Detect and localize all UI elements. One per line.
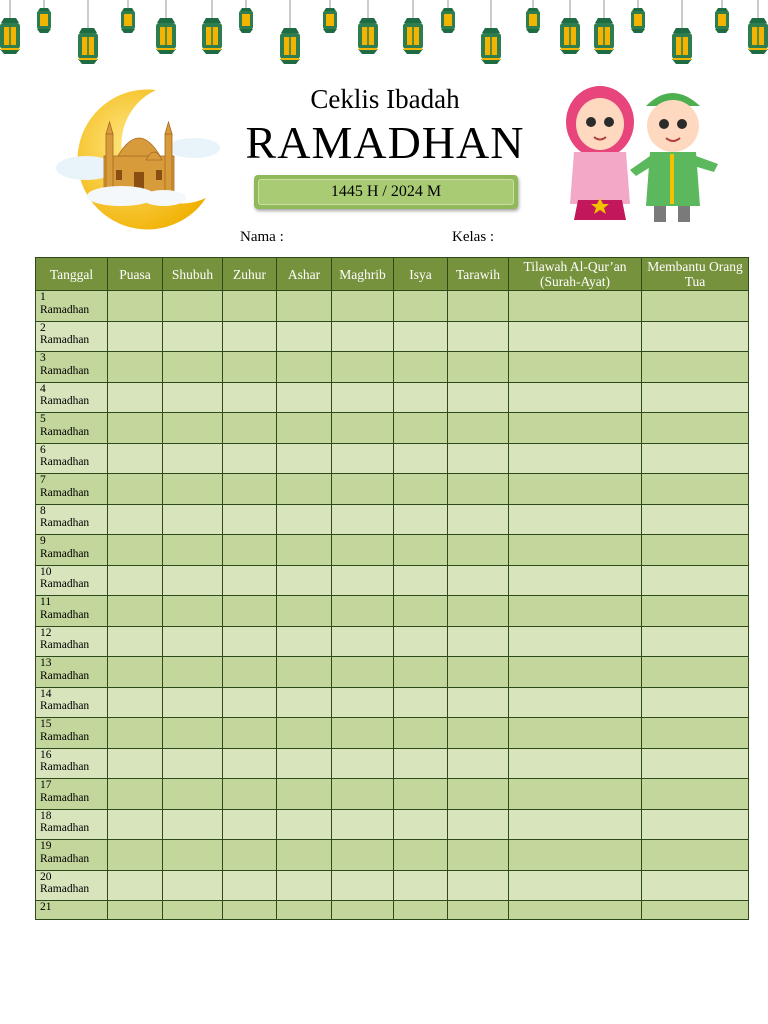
- checkbox-cell[interactable]: [332, 443, 394, 474]
- muslim-kids-illustration: [560, 82, 730, 230]
- checkbox-cell[interactable]: [394, 565, 448, 596]
- date-month: Ramadhan: [40, 456, 90, 468]
- checkbox-cell[interactable]: [332, 870, 394, 901]
- checkbox-cell[interactable]: [332, 352, 394, 383]
- column-header: Tanggal: [36, 258, 108, 291]
- checkbox-cell[interactable]: [108, 352, 163, 383]
- checkbox-cell[interactable]: [394, 809, 448, 840]
- table-row: [36, 504, 749, 535]
- checkbox-cell[interactable]: [163, 504, 223, 535]
- table-row: [36, 748, 749, 779]
- date-day: 7: [40, 474, 46, 486]
- checkbox-cell[interactable]: [163, 443, 223, 474]
- checkbox-cell[interactable]: [509, 901, 642, 920]
- date-month: Ramadhan: [40, 730, 90, 743]
- date-month: Ramadhan: [40, 334, 90, 346]
- date-day: 2: [40, 321, 46, 334]
- checkbox-cell[interactable]: [277, 626, 332, 657]
- checkbox-cell[interactable]: [277, 352, 332, 383]
- table-header-row: [36, 258, 749, 291]
- date-day: 21: [40, 901, 52, 913]
- checkbox-cell[interactable]: [448, 382, 509, 413]
- checkbox-cell[interactable]: [277, 596, 332, 627]
- checkbox-cell[interactable]: [642, 382, 749, 413]
- checkbox-cell[interactable]: [448, 657, 509, 688]
- date-month: Ramadhan: [40, 639, 90, 651]
- table-row: [36, 352, 749, 383]
- checkbox-cell[interactable]: [163, 840, 223, 871]
- checkbox-cell[interactable]: [108, 687, 163, 718]
- column-header: Membantu Orang Tua: [642, 258, 749, 291]
- checkbox-cell[interactable]: [332, 840, 394, 871]
- checkbox-cell[interactable]: [509, 321, 642, 352]
- table-row: [36, 596, 749, 627]
- checkbox-cell[interactable]: [163, 565, 223, 596]
- checkbox-cell[interactable]: [108, 779, 163, 810]
- checkbox-cell[interactable]: [163, 474, 223, 505]
- date-month: Ramadhan: [40, 852, 90, 865]
- table-row: [36, 321, 749, 352]
- checkbox-cell[interactable]: [332, 474, 394, 505]
- date-month: Ramadhan: [40, 608, 90, 621]
- checkbox-cell[interactable]: [332, 901, 394, 920]
- checkbox-cell[interactable]: [509, 352, 642, 383]
- date-day: 4: [40, 382, 46, 395]
- checkbox-cell[interactable]: [642, 748, 749, 779]
- checkbox-cell[interactable]: [223, 809, 277, 840]
- date-month: Ramadhan: [40, 822, 90, 834]
- checkbox-cell[interactable]: [394, 657, 448, 688]
- checkbox-cell[interactable]: [108, 626, 163, 657]
- date-day: 10: [40, 565, 52, 578]
- checkbox-cell[interactable]: [163, 687, 223, 718]
- table-row: [36, 443, 749, 474]
- checkbox-cell[interactable]: [108, 382, 163, 413]
- checkbox-cell[interactable]: [394, 596, 448, 627]
- checkbox-cell[interactable]: [108, 901, 163, 920]
- checkbox-cell[interactable]: [509, 657, 642, 688]
- checkbox-cell[interactable]: [448, 870, 509, 901]
- column-header: Isya: [394, 258, 448, 291]
- checkbox-cell[interactable]: [277, 718, 332, 749]
- checkbox-cell[interactable]: [223, 657, 277, 688]
- date-month: Ramadhan: [40, 486, 90, 499]
- checkbox-cell[interactable]: [277, 504, 332, 535]
- checkbox-cell[interactable]: [448, 443, 509, 474]
- checkbox-cell[interactable]: [448, 413, 509, 444]
- table-row: [36, 291, 749, 322]
- checkbox-cell[interactable]: [332, 779, 394, 810]
- checkbox-cell[interactable]: [509, 565, 642, 596]
- date-month: Ramadhan: [40, 395, 90, 407]
- checkbox-cell[interactable]: [642, 443, 749, 474]
- date-day: 16: [40, 748, 52, 761]
- checkbox-cell[interactable]: [448, 565, 509, 596]
- table-row: [36, 809, 749, 840]
- checkbox-cell[interactable]: [332, 321, 394, 352]
- table-row: [36, 413, 749, 444]
- year-badge: [254, 175, 518, 209]
- checkbox-cell[interactable]: [448, 596, 509, 627]
- table-row: [36, 565, 749, 596]
- date-day: 20: [40, 870, 52, 883]
- date-cell: [36, 779, 108, 810]
- checkbox-cell[interactable]: [108, 291, 163, 322]
- column-header: Maghrib: [332, 258, 394, 291]
- checkbox-cell[interactable]: [394, 626, 448, 657]
- checkbox-cell[interactable]: [108, 809, 163, 840]
- checkbox-cell[interactable]: [332, 687, 394, 718]
- checkbox-cell[interactable]: [448, 291, 509, 322]
- checkbox-cell[interactable]: [223, 840, 277, 871]
- date-cell: [36, 718, 108, 749]
- date-cell: [36, 840, 108, 871]
- checkbox-cell[interactable]: [642, 657, 749, 688]
- checkbox-cell[interactable]: [448, 474, 509, 505]
- date-day: 15: [40, 718, 52, 730]
- checkbox-cell[interactable]: [108, 565, 163, 596]
- checkbox-cell[interactable]: [394, 870, 448, 901]
- checkbox-cell[interactable]: [163, 901, 223, 920]
- checkbox-cell[interactable]: [332, 809, 394, 840]
- checkbox-cell[interactable]: [332, 748, 394, 779]
- date-cell: [36, 748, 108, 779]
- checkbox-cell[interactable]: [642, 870, 749, 901]
- checkbox-cell[interactable]: [108, 443, 163, 474]
- checkbox-cell[interactable]: [163, 352, 223, 383]
- class-label: Kelas :: [452, 229, 495, 245]
- checkbox-cell[interactable]: [277, 687, 332, 718]
- checkbox-cell[interactable]: [277, 748, 332, 779]
- checkbox-cell[interactable]: [642, 352, 749, 383]
- checkbox-cell[interactable]: [332, 413, 394, 444]
- checkbox-cell[interactable]: [509, 748, 642, 779]
- checkbox-cell[interactable]: [223, 443, 277, 474]
- date-day: 19: [40, 840, 52, 852]
- checkbox-cell[interactable]: [277, 413, 332, 444]
- date-month: Ramadhan: [40, 517, 90, 529]
- checkbox-cell[interactable]: [394, 474, 448, 505]
- checkbox-cell[interactable]: [277, 321, 332, 352]
- checkbox-cell[interactable]: [277, 382, 332, 413]
- checkbox-cell[interactable]: [509, 626, 642, 657]
- checkbox-cell[interactable]: [394, 779, 448, 810]
- checkbox-cell[interactable]: [223, 626, 277, 657]
- date-day: 8: [40, 504, 46, 517]
- date-month: Ramadhan: [40, 700, 90, 712]
- checkbox-cell[interactable]: [108, 718, 163, 749]
- checkbox-cell[interactable]: [163, 748, 223, 779]
- column-header: Shubuh: [163, 258, 223, 291]
- table-row: [36, 657, 749, 688]
- checkbox-cell[interactable]: [163, 321, 223, 352]
- checkbox-cell[interactable]: [223, 382, 277, 413]
- mosque-moon-icon: [46, 86, 226, 232]
- checkbox-cell[interactable]: [642, 840, 749, 871]
- date-day: 1: [40, 291, 46, 303]
- checkbox-cell[interactable]: [223, 352, 277, 383]
- date-cell: [36, 565, 108, 596]
- table-row: [36, 870, 749, 901]
- table-row: [36, 382, 749, 413]
- checkbox-cell[interactable]: [394, 382, 448, 413]
- checkbox-cell[interactable]: [108, 535, 163, 566]
- checkbox-cell[interactable]: [277, 779, 332, 810]
- checkbox-cell[interactable]: [108, 657, 163, 688]
- checkbox-cell[interactable]: [509, 809, 642, 840]
- date-cell: [36, 413, 108, 444]
- checkbox-cell[interactable]: [509, 382, 642, 413]
- checkbox-cell[interactable]: [223, 596, 277, 627]
- date-day: 14: [40, 687, 52, 700]
- date-cell: [36, 809, 108, 840]
- checkbox-cell[interactable]: [163, 291, 223, 322]
- checkbox-cell[interactable]: [108, 321, 163, 352]
- checkbox-cell[interactable]: [394, 748, 448, 779]
- date-month: Ramadhan: [40, 791, 90, 804]
- checkbox-cell[interactable]: [277, 291, 332, 322]
- checkbox-cell[interactable]: [223, 901, 277, 920]
- checkbox-cell[interactable]: [108, 748, 163, 779]
- checkbox-cell[interactable]: [223, 565, 277, 596]
- table-row: [36, 535, 749, 566]
- table-row: [36, 718, 749, 749]
- checkbox-cell[interactable]: [332, 718, 394, 749]
- checkbox-cell[interactable]: [332, 504, 394, 535]
- date-cell: [36, 657, 108, 688]
- date-month: Ramadhan: [40, 883, 90, 895]
- checkbox-cell[interactable]: [642, 504, 749, 535]
- checkbox-cell[interactable]: [394, 718, 448, 749]
- checkbox-cell[interactable]: [509, 596, 642, 627]
- date-month: Ramadhan: [40, 669, 90, 682]
- checkbox-cell[interactable]: [509, 687, 642, 718]
- checkbox-cell[interactable]: [642, 687, 749, 718]
- checkbox-cell[interactable]: [332, 565, 394, 596]
- checkbox-cell[interactable]: [223, 474, 277, 505]
- year-badge-label: 1445 H / 2024 M: [258, 179, 514, 205]
- checkbox-cell[interactable]: [642, 474, 749, 505]
- table-row: [36, 626, 749, 657]
- checkbox-cell[interactable]: [277, 840, 332, 871]
- date-month: Ramadhan: [40, 303, 90, 316]
- date-day: 3: [40, 352, 46, 364]
- date-cell: [36, 596, 108, 627]
- date-cell: [36, 382, 108, 413]
- checkbox-cell[interactable]: [163, 657, 223, 688]
- column-header: Puasa: [108, 258, 163, 291]
- date-cell: [36, 474, 108, 505]
- checkbox-cell[interactable]: [332, 291, 394, 322]
- checkbox-cell[interactable]: [163, 718, 223, 749]
- checkbox-cell[interactable]: [163, 382, 223, 413]
- checkbox-cell[interactable]: [108, 504, 163, 535]
- checkbox-cell[interactable]: [108, 870, 163, 901]
- checkbox-cell[interactable]: [642, 596, 749, 627]
- column-header: Tarawih: [448, 258, 509, 291]
- checkbox-cell[interactable]: [223, 535, 277, 566]
- checkbox-cell[interactable]: [277, 870, 332, 901]
- checkbox-cell[interactable]: [277, 657, 332, 688]
- checkbox-cell[interactable]: [448, 626, 509, 657]
- checkbox-cell[interactable]: [394, 840, 448, 871]
- checkbox-cell[interactable]: [394, 352, 448, 383]
- checkbox-cell[interactable]: [642, 565, 749, 596]
- checkbox-cell[interactable]: [277, 901, 332, 920]
- checkbox-cell[interactable]: [394, 687, 448, 718]
- checkbox-cell[interactable]: [509, 718, 642, 749]
- checkbox-cell[interactable]: [223, 291, 277, 322]
- column-header: Tilawah Al-Qur’an (Surah-Ayat): [509, 258, 642, 291]
- checkbox-cell[interactable]: [642, 779, 749, 810]
- checkbox-cell[interactable]: [642, 718, 749, 749]
- checkbox-cell[interactable]: [394, 535, 448, 566]
- checkbox-cell[interactable]: [509, 504, 642, 535]
- checkbox-cell[interactable]: [448, 779, 509, 810]
- checkbox-cell[interactable]: [394, 413, 448, 444]
- date-cell: [36, 901, 108, 920]
- checkbox-cell[interactable]: [448, 504, 509, 535]
- date-month: Ramadhan: [40, 578, 90, 590]
- checkbox-cell[interactable]: [108, 840, 163, 871]
- checkbox-cell[interactable]: [448, 321, 509, 352]
- table-row: [36, 840, 749, 871]
- lantern-garland: [0, 0, 768, 80]
- table-row: [36, 901, 749, 920]
- checkbox-cell[interactable]: [223, 748, 277, 779]
- checkbox-cell[interactable]: [163, 779, 223, 810]
- date-day: 5: [40, 413, 46, 425]
- checkbox-cell[interactable]: [277, 474, 332, 505]
- date-cell: [36, 352, 108, 383]
- checkbox-cell[interactable]: [332, 596, 394, 627]
- table-row: [36, 687, 749, 718]
- checkbox-cell[interactable]: [223, 687, 277, 718]
- checkbox-cell[interactable]: [332, 535, 394, 566]
- checkbox-cell[interactable]: [509, 779, 642, 810]
- checkbox-cell[interactable]: [163, 413, 223, 444]
- checkbox-cell[interactable]: [163, 596, 223, 627]
- date-day: 13: [40, 657, 52, 669]
- checkbox-cell[interactable]: [223, 718, 277, 749]
- column-header: Zuhur: [223, 258, 277, 291]
- name-label: Nama :: [240, 229, 284, 245]
- checkbox-cell[interactable]: [394, 901, 448, 920]
- checkbox-cell[interactable]: [642, 901, 749, 920]
- checkbox-cell[interactable]: [277, 809, 332, 840]
- checkbox-cell[interactable]: [223, 870, 277, 901]
- lantern-icon: [0, 0, 768, 80]
- checkbox-cell[interactable]: [448, 809, 509, 840]
- date-cell: [36, 291, 108, 322]
- checkbox-cell[interactable]: [642, 321, 749, 352]
- date-day: 12: [40, 626, 52, 639]
- checkbox-cell[interactable]: [332, 657, 394, 688]
- checkbox-cell[interactable]: [223, 413, 277, 444]
- table-row: [36, 474, 749, 505]
- checkbox-cell[interactable]: [509, 870, 642, 901]
- date-month: Ramadhan: [40, 547, 90, 560]
- checkbox-cell[interactable]: [108, 474, 163, 505]
- date-cell: [36, 870, 108, 901]
- checkbox-cell[interactable]: [394, 443, 448, 474]
- checkbox-cell[interactable]: [163, 870, 223, 901]
- checkbox-cell[interactable]: [448, 901, 509, 920]
- checkbox-cell[interactable]: [509, 474, 642, 505]
- checkbox-cell[interactable]: [509, 443, 642, 474]
- date-cell: [36, 687, 108, 718]
- checkbox-cell[interactable]: [642, 809, 749, 840]
- checkbox-cell[interactable]: [642, 626, 749, 657]
- checkbox-cell[interactable]: [163, 809, 223, 840]
- date-day: 18: [40, 809, 52, 822]
- date-cell: [36, 443, 108, 474]
- checkbox-cell[interactable]: [448, 535, 509, 566]
- date-cell: [36, 504, 108, 535]
- checkbox-cell[interactable]: [223, 779, 277, 810]
- checkbox-cell[interactable]: [448, 718, 509, 749]
- date-cell: [36, 626, 108, 657]
- table-row: [36, 779, 749, 810]
- page-title: RAMADHAN: [245, 117, 525, 168]
- checkbox-cell[interactable]: [277, 565, 332, 596]
- checkbox-cell[interactable]: [163, 535, 223, 566]
- date-day: 9: [40, 535, 46, 547]
- checkbox-cell[interactable]: [642, 413, 749, 444]
- checkbox-cell[interactable]: [642, 535, 749, 566]
- date-cell: [36, 535, 108, 566]
- checkbox-cell[interactable]: [509, 413, 642, 444]
- date-cell: [36, 321, 108, 352]
- date-day: 17: [40, 779, 52, 791]
- checkbox-cell[interactable]: [223, 504, 277, 535]
- date-month: Ramadhan: [40, 364, 90, 377]
- page-subtitle: Ceklis Ibadah: [310, 84, 460, 114]
- checkbox-cell[interactable]: [277, 535, 332, 566]
- checkbox-cell[interactable]: [163, 626, 223, 657]
- ibadah-checklist-table: [35, 257, 749, 920]
- checkbox-cell[interactable]: [223, 321, 277, 352]
- checkbox-cell[interactable]: [448, 748, 509, 779]
- date-month: Ramadhan: [40, 761, 90, 773]
- checkbox-cell[interactable]: [108, 413, 163, 444]
- checkbox-cell[interactable]: [394, 504, 448, 535]
- date-month: Ramadhan: [40, 425, 90, 438]
- checkbox-cell[interactable]: [108, 596, 163, 627]
- checkbox-cell[interactable]: [509, 291, 642, 322]
- checkbox-cell[interactable]: [394, 291, 448, 322]
- checkbox-cell[interactable]: [332, 626, 394, 657]
- checkbox-cell[interactable]: [509, 840, 642, 871]
- checkbox-cell[interactable]: [642, 291, 749, 322]
- checkbox-cell[interactable]: [332, 382, 394, 413]
- column-header: Ashar: [277, 258, 332, 291]
- date-day: 11: [40, 596, 52, 608]
- checkbox-cell[interactable]: [448, 840, 509, 871]
- checkbox-cell[interactable]: [277, 443, 332, 474]
- checkbox-cell[interactable]: [509, 535, 642, 566]
- checkbox-cell[interactable]: [448, 352, 509, 383]
- date-day: 6: [40, 443, 46, 456]
- checkbox-cell[interactable]: [448, 687, 509, 718]
- checkbox-cell[interactable]: [394, 321, 448, 352]
